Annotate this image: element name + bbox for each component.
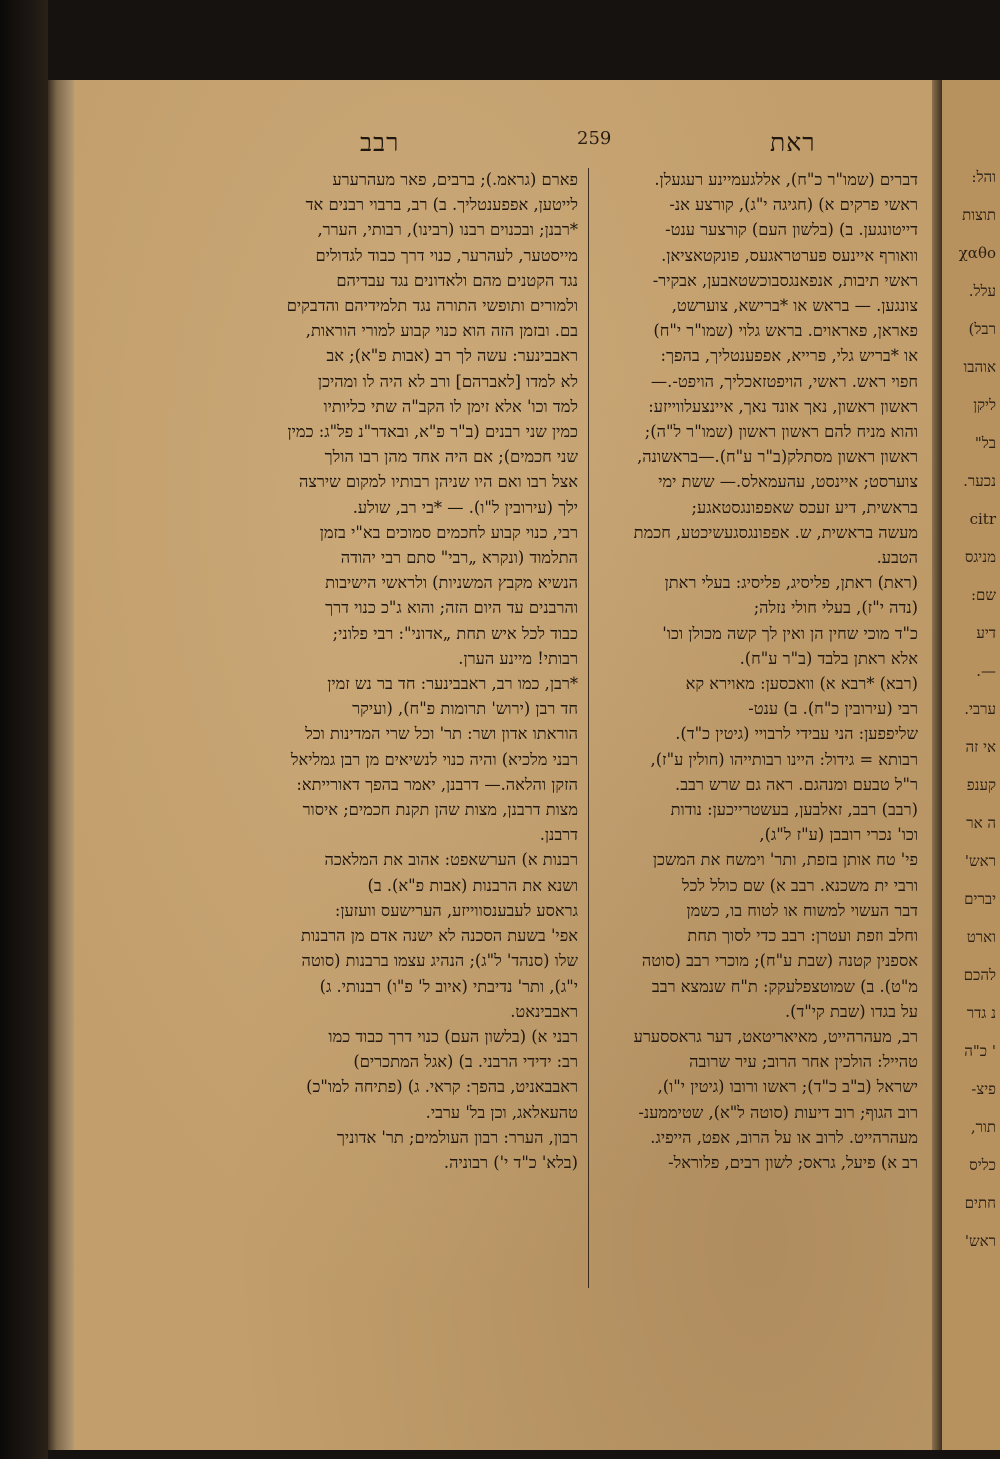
text-line: הזקן והלאה.— דרבנן, יאמר בהפך דאורייתא: — [296, 774, 578, 794]
text-line: כמין שני רבנים (ב"ר פ"א, ובאדר"נ פל"ג: כמין — [287, 422, 578, 442]
text-line: צונגען. — בראש או *ברישא, צוערשט, — [671, 296, 918, 316]
text-line: ראשי תיבות, אנפאנגסבוכשטאבען, אבקיר- — [652, 270, 918, 290]
text-line: הנשיא מקבץ המשניות) ולראשי הישיבות — [325, 573, 578, 593]
adjacent-page-text: וארט — [966, 928, 996, 946]
text-line: ולמורים ותופשי התורה נגד תלמידיהם והדבקים — [286, 296, 578, 316]
left-text-column — [238, 168, 578, 1176]
text-line: (ראת) ראתן, פליסיג, פליסיג: בעלי ראתן — [664, 573, 918, 593]
page-gutter — [48, 80, 74, 1450]
text-line: התלמוד (ונקרא „רבי" סתם רבי יהודה — [340, 548, 578, 568]
adjacent-page-text: ה אר — [966, 814, 996, 832]
text-line: כבוד לכל איש תחת „אדוני": רבי פלוני; — [332, 623, 578, 643]
adjacent-page-text: ראש' — [964, 1232, 996, 1250]
text-line: (רבא) *רבא א) וואכסען: מאוירא קא — [685, 674, 918, 694]
adjacent-page-text: ליקן — [973, 396, 996, 414]
adjacent-page-text: שם: — [970, 586, 996, 604]
text-line: דייטונגען. ב) (בלשון העם) קורצער ענט- — [665, 220, 918, 240]
text-line: אלא ראתן בלבד (ב"ר ע"ח). — [739, 648, 918, 668]
text-line: רב, מעהרהייט, מאיאריטאט, דער גראססערע — [633, 1026, 918, 1046]
adjacent-page-text: קענפ — [966, 776, 996, 794]
text-line: *רבן, כמו רב, ראבבינער: חד בר נש זמין — [327, 674, 578, 694]
text-line: ראבבינאט. — [510, 1001, 578, 1021]
text-line: חפוי ראש. ראשי, הויפטזאכליך, הויפט-.— — [650, 371, 918, 391]
text-line: בראשית, דיע זעכס שאפפונגסטאגע; — [691, 497, 918, 517]
text-line: והוא מניח להם ראשון ראשון (שמו"ר ל"ה); — [644, 422, 918, 442]
text-line: ראשון ראשון, נאך אונד נאך, איינצעלווייזע: — [648, 396, 918, 416]
text-line: לייטען, אפפענטליך. ב) רב, ברבוי רבנים אד — [305, 195, 578, 215]
text-line: חד רבן (ירוש' תרומות פ"ח), (ועיקר — [352, 699, 578, 719]
text-line: הטבע. — [876, 548, 918, 568]
text-line: והרבנים עד היום הזה; והוא ג"כ כנוי דרך — [325, 598, 578, 618]
text-line: ראבבינער: עשה לך רב (אבות פ"א); אב — [326, 346, 578, 366]
adjacent-page-fragment — [942, 80, 1000, 1450]
text-line: ראשי פרקים א) (חגיגה י"ג), קורצע אנ- — [669, 195, 918, 215]
text-line: שלו (סנהד' ל"ג); הנהיג עצמו ברבנות (סוטה — [301, 951, 578, 971]
text-line: רבי, כנוי קבוע לחכמים סמוכים בא"י בזמן — [319, 522, 578, 542]
adjacent-page-text: חתים — [964, 1194, 996, 1212]
text-line: נגד הקטנים מהם ולאדונים נגד עבדיהם — [336, 270, 578, 290]
text-line: אפי' בשעת הסכנה לא ישנה אדם מן הרבנות — [300, 926, 578, 946]
column-divider — [588, 168, 589, 1288]
text-line: למד וכו' אלא זימן לו הקב"ה שתי כליותיו — [323, 396, 578, 416]
text-line: אצל רבו ואם היו שניהן רבותיו למקום שירצה — [298, 472, 578, 492]
text-line: פאראן, פאראוים. בראש גלוי (שמו"ר י"ח) — [653, 321, 918, 341]
text-line: צוערסט; איינסט, עהעמאלס.— ששת ימי — [658, 472, 918, 492]
adjacent-page-text: מניגס — [964, 548, 996, 566]
page-edge — [932, 80, 942, 1450]
text-line: רב: ידידי הרבני. ב) (אגל המתכרים) — [353, 1052, 578, 1072]
text-line: אספנין קטנה (שבת ע"ח); מוכרי רבב (סוטה — [641, 951, 918, 971]
adjacent-page-text: ' כ"ה — [964, 1042, 996, 1060]
adjacent-page-text: χαθο — [958, 244, 996, 262]
page-number: 259 — [577, 128, 612, 149]
text-line: רבני א) (בלשון העם) כנוי דרך כבוד כמו — [328, 1026, 578, 1046]
text-line: וכו' נכרי רובבן (ע"ז ל"ג), — [759, 825, 918, 845]
text-line: דבר העשוי למשוח או לטוח בו, כשמן — [686, 900, 918, 920]
adjacent-page-text: citr — [969, 510, 996, 528]
text-line: על בגדו (שבת קי"ד). — [784, 1001, 918, 1021]
right-text-column — [598, 168, 918, 1176]
adjacent-page-text: נכער. — [963, 472, 996, 490]
text-line: (נדה י"ז), בעלי חולי נזלה; — [753, 598, 918, 618]
text-line: *רבנן; ובכנוים רבנו (רבינו), רבותי, הערר, — [317, 220, 578, 240]
text-line: לא למדו [לאברהם] ורב לא היה לו ומהיכן — [317, 371, 578, 391]
text-line: שליפפען: הני עבידי לרבויי (גיטין כ"ד). — [675, 724, 918, 744]
text-line: מ"ט). ב) שמוטצפלעקק: ת"ח שנמצא רבב — [651, 976, 918, 996]
text-line: פי' טח אותן בזפת, ותר' וימשח את המשכן — [652, 850, 918, 870]
adjacent-page-text: פיצ- — [971, 1080, 996, 1098]
adjacent-page-text: אי זה — [965, 738, 996, 756]
adjacent-page-text: —. — [976, 662, 996, 680]
text-line: מייסטער, לעהרער, כנוי דרך כבוד לגדולים — [315, 245, 578, 265]
text-line: רוב הגוף; רוב דיעות (סוטה ל"א), שטיממענ- — [638, 1102, 918, 1122]
text-line: רב א) פיעל, גראס; לשון רבים, פלוראל- — [668, 1152, 918, 1172]
text-line: מעהרהייט. לרוב או על הרוב, אפט, הייפיג. — [650, 1127, 918, 1147]
text-line: גראסע לעבענסווייזע, הערישעס וועזען: — [334, 900, 578, 920]
text-line: (בלא' כ"ד י') רבוניה. — [443, 1152, 578, 1172]
text-line: וואורף איינעס פערטראגעס, פונקטאציאן. — [661, 245, 918, 265]
text-line: ורבי ית משכנא. רבב א) שם כולל לכל — [681, 875, 918, 895]
adjacent-page-text: והל: — [971, 168, 996, 186]
text-line: וחלב וזפת ועטרן: רבב כדי לסוך תחת — [687, 926, 918, 946]
text-line: רבותא = גידול: היינו רבותייהו (חולין ע"ז), — [650, 749, 918, 769]
text-line: ר"ל טבעם ומנהגם. ראה גם שרש רבב. — [675, 774, 918, 794]
adjacent-page-text: ראש' — [964, 852, 996, 870]
text-line: טהעאלאג, וכן בל' ערבי. — [425, 1102, 578, 1122]
text-line: הוראתו אדון ושר: תר' וכל שרי המדינות וכל — [305, 724, 578, 744]
text-line: רבני מלכיא) והיה כנוי לנשיאים מן רבן גמליאל — [290, 749, 578, 769]
text-line: מעשה בראשית, ש. אפפונגסגעשיכטע, חכמת — [633, 522, 918, 542]
adjacent-page-text: כליס — [969, 1156, 996, 1174]
text-line: (רבב) רבב, זאלבען, בעשטרייכען: נודות — [670, 800, 918, 820]
text-line: ישראל (ב"ב כ"ד); ראשו ורובו (גיטין י"ו), — [657, 1077, 918, 1097]
adjacent-page-text: ערבי. — [964, 700, 996, 718]
text-line: בם. ובזמן הזה הוא כנוי קבוע למורי הוראות, — [305, 321, 578, 341]
text-line: ראשון ראשון מסתלק(ב"ר ע"ח).—בראשונה, — [637, 447, 918, 467]
adjacent-page-text: תור, — [970, 1118, 996, 1136]
adjacent-page-text: דיע — [976, 624, 996, 642]
text-line: או *בריש גלי, פרייא, אפפענטליך, בהפך: — [660, 346, 918, 366]
adjacent-page-text: בל" — [974, 434, 996, 452]
text-line: פארם (גראמ.); ברבים, פאר מעהרערע — [332, 170, 578, 189]
text-line: דברים (שמו"ר כ"ח), אללגעמיינע רעגעלן. — [654, 170, 918, 189]
adjacent-page-text: להכם — [963, 966, 996, 984]
text-line: רבנות א) הערשאפט: אהוב את המלאכה — [324, 850, 578, 870]
text-line: מצות דרבנן, מצות שהן תקנת חכמים; איסור — [302, 800, 578, 820]
text-line: רבון, הערר: רבון העולמים; תר' אדוניך — [336, 1127, 578, 1147]
text-line: רבותי! מיינע הערן. — [458, 648, 578, 668]
adjacent-page-text: תוצות — [962, 206, 996, 224]
text-line: שני חכמים); אם היה אחד מהן רבו הולך — [324, 447, 578, 467]
adjacent-page-text: נ גדר — [966, 1004, 996, 1022]
adjacent-page-text: יברים — [964, 890, 996, 908]
adjacent-page-text: אוהבו — [963, 358, 996, 376]
text-line: דרבנן. — [539, 825, 578, 845]
text-line: י"ג), ותר' נדיבתי (איוב ל' פ"ו) רבנותי. ג) — [319, 976, 578, 996]
text-line: ראבבאניט, בהפך: קראי. ג) (פתיחה למו"כ) — [306, 1077, 578, 1097]
text-line: ושנא את הרבנות (אבות פ"א). ב) — [367, 875, 578, 895]
book-binding — [0, 0, 48, 1459]
adjacent-page-text: רבל) — [968, 320, 996, 338]
text-line: ילך (עירובין ל"ו). — *בי רב, שולע. — [352, 497, 578, 517]
text-line: רבי (עירובין כ"ח). ב) ענט- — [748, 699, 918, 719]
adjacent-page-text: עלל. — [968, 282, 996, 300]
running-head-right: ראת — [770, 128, 816, 157]
text-line: טהייל: הולכין אחר הרוב; עיר שרובה — [689, 1052, 918, 1072]
text-line: כ"ד מוכי שחין הן ואין לך קשה מכולן וכו' — [662, 623, 918, 643]
running-head-left: רבב — [360, 128, 400, 157]
